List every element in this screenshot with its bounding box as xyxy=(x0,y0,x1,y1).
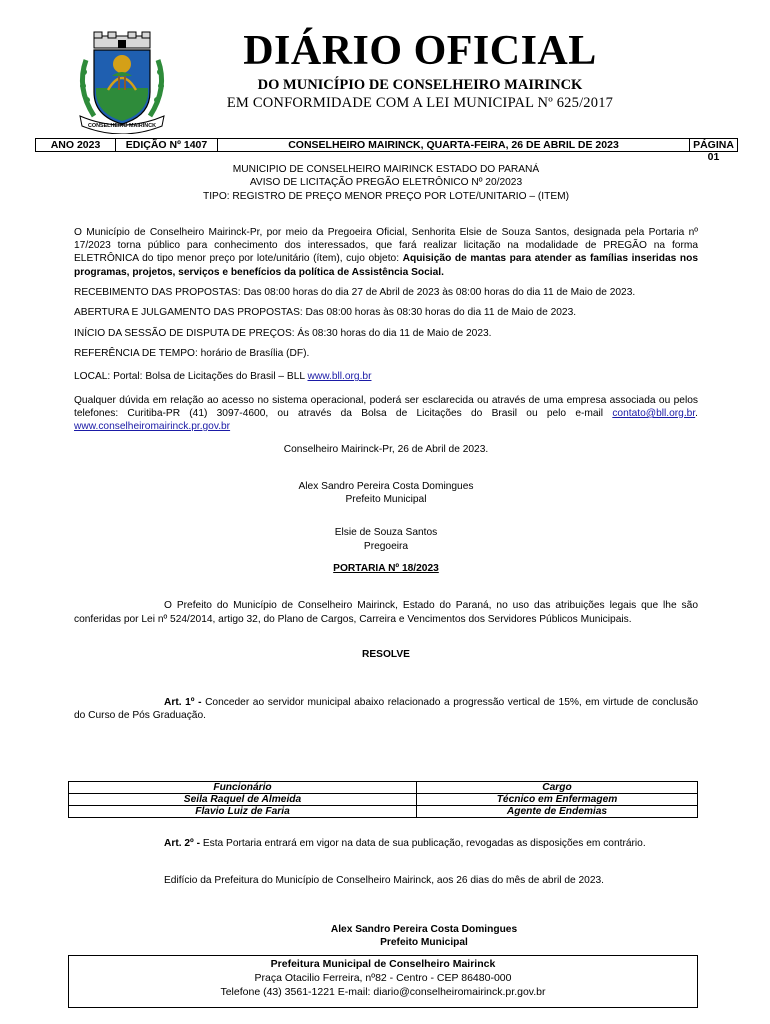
portaria-art2 xyxy=(74,835,698,852)
aviso-referencia: REFERÊNCIA DE TEMPO: horário de Brasília (DF). xyxy=(74,347,310,359)
art1-label: Art. 1º - xyxy=(164,697,206,709)
footer-org: Prefeitura Municipal de Conselheiro Mairinck xyxy=(270,958,496,970)
aviso-intro-paragraph xyxy=(74,226,698,279)
newspaper-title: DIÁRIO OFICIAL xyxy=(243,28,597,74)
table-cell-cargo: Técnico em Enfermagem xyxy=(417,794,698,806)
servidores-table xyxy=(68,781,698,818)
aviso-inicio: INÍCIO DA SESSÃO DE DISPUTA DE PREÇOS: Ás 08:30 horas do dia 11 de Maio de 2023. xyxy=(74,327,492,339)
portaria-title: PORTARIA Nº 18/2023 xyxy=(333,562,439,574)
aviso-heading-1: MUNICIPIO DE CONSELHEIRO MAIRINCK ESTADO DO PARANÁ xyxy=(232,164,540,175)
masthead xyxy=(0,0,770,138)
art2-text: Esta Portaria entrará em vigor na data de sua publicação, revogadas as disposições em contrário. xyxy=(202,838,646,849)
aviso-sig1-name: Alex Sandro Pereira Costa Domingues xyxy=(298,480,474,492)
table-row xyxy=(69,794,698,806)
edition-city-date: CONSELHEIRO MAIRINCK, QUARTA-FEIRA, 26 DE ABRIL DE 2023 xyxy=(218,139,690,151)
aviso-section xyxy=(74,163,698,723)
aviso-local xyxy=(74,370,698,383)
aviso-sig1-role: Prefeito Municipal xyxy=(345,494,427,506)
aviso-link-separator: . xyxy=(695,407,698,419)
table-header-cargo: Cargo xyxy=(417,782,698,794)
aviso-abertura: ABERTURA E JULGAMENTO DAS PROPOSTAS: Das 08:00 horas às 08:30 horas do dia 11 de Maio de 2023. xyxy=(74,307,577,319)
aviso-duvida-text: Qualquer dúvida em relação ao acesso no sistema operacional, poderá ser esclarecida ou através de uma empresa associada ou pelos telefones: Curitiba-PR (41) 3097-4600, ou através da Bolsa de Licitações do Brasil ou pelo e-mail xyxy=(74,394,698,419)
aviso-sig2-name: Elsie de Souza Santos xyxy=(334,527,438,539)
portaria-sig-name: Alex Sandro Pereira Costa Domingues xyxy=(330,924,518,935)
table-header-row xyxy=(69,782,698,794)
edition-infobar xyxy=(35,138,738,163)
aviso-intro-text: O Município de Conselheiro Mairinck-Pr, por meio da Pregoeira Oficial, Senhorita Elsie de Souza Santos, designada pela Portaria nº 17/2023 torna público para conhecimento dos interessados, que fará realizar licitação na modalidade de PREGÃO na forma ELETRÔNICA do tipo menor preço por lote/unitário (ítem), cujo objeto: xyxy=(74,226,698,265)
table-cell-funcionario: Flavio Luiz de Faria xyxy=(69,806,417,818)
portaria-sig-role: Prefeito Municipal xyxy=(380,937,468,948)
aviso-objeto: Aquisição de mantas para atender as famílias inseridas nos programas, projetos, serviços e benefícios da política de Assistência Social. xyxy=(74,253,698,278)
email-link[interactable]: contato@bll.org.br xyxy=(612,407,696,419)
art2-label: Art. 2º - xyxy=(164,838,203,849)
table-row xyxy=(69,806,698,818)
footer-contact: Telefone (43) 3561-1221 E-mail: diario@conselheiromairinck.pr.gov.br xyxy=(220,986,546,998)
newspaper-subtitle: DO MUNICÍPIO DE CONSELHEIRO MAIRINCK xyxy=(257,77,583,93)
portaria-edificio: Edifício da Prefeitura do Município de Conselheiro Mairinck, aos 26 dias do mês de abril de 2023. xyxy=(164,875,605,886)
edition-year: ANO 2023 xyxy=(36,139,116,151)
aviso-date-line: Conselheiro Mairinck-Pr, 26 de Abril de 2023. xyxy=(283,444,489,456)
table-cell-funcionario: Seila Raquel de Almeida xyxy=(69,794,417,806)
table-header-funcionario: Funcionário xyxy=(69,782,417,794)
portaria-resolve: RESOLVE xyxy=(362,648,410,660)
edition-page: PÁGINA 01 xyxy=(693,139,734,163)
municipal-crest-icon xyxy=(72,30,172,134)
site-link[interactable]: www.conselheiromairinck.pr.gov.br xyxy=(74,421,231,433)
portaria-art1 xyxy=(74,696,698,723)
aviso-duvida xyxy=(74,394,698,434)
art1-text: Conceder ao servidor municipal abaixo relacionado a progressão vertical de 15%, em virtude de conclusão do Curso de Pós Graduação. xyxy=(74,697,698,722)
bll-link[interactable]: www.bll.org.br xyxy=(307,371,372,383)
aviso-sig2-role: Pregoeira xyxy=(363,540,409,552)
newspaper-law: EM CONFORMIDADE COM A LEI MUNICIPAL Nº 625/2017 xyxy=(226,95,614,111)
table-cell-cargo: Agente de Endemias xyxy=(417,806,698,818)
crest-ribbon-text: CONSELHEIRO MAIRINCK xyxy=(88,123,156,129)
aviso-recebimento: RECEBIMENTO DAS PROPOSTAS: Das 08:00 horas do dia 27 de Abril de 2023 às 08:00 horas do dia 11 de Maio de 2023. xyxy=(74,287,636,299)
footer-address: Praça Otacilio Ferreira, nº82 - Centro - CEP 86480-000 xyxy=(254,972,512,984)
aviso-local-text: LOCAL: Portal: Bolsa de Licitações do Brasil – BLL xyxy=(74,371,308,383)
aviso-heading-3: TIPO: REGISTRO DE PREÇO MENOR PREÇO POR LOTE/UNITARIO – (ITEM) xyxy=(202,190,570,202)
edition-number: EDIÇÃO Nº 1407 xyxy=(116,139,218,151)
aviso-heading-2: AVISO DE LICITAÇÃO PREGÃO ELETRÔNICO Nº 20/2023 xyxy=(249,177,523,189)
portaria-preamble: O Prefeito do Município de Conselheiro Mairinck, Estado do Paraná, no uso das atribuições legais que lhe são conferidas por Lei nº 524/2014, artigo 32, do Plano de Cargos, Carreira e Vencimentos dos Servidores Públicos Municipais. xyxy=(74,600,698,625)
page-footer xyxy=(68,955,698,1008)
